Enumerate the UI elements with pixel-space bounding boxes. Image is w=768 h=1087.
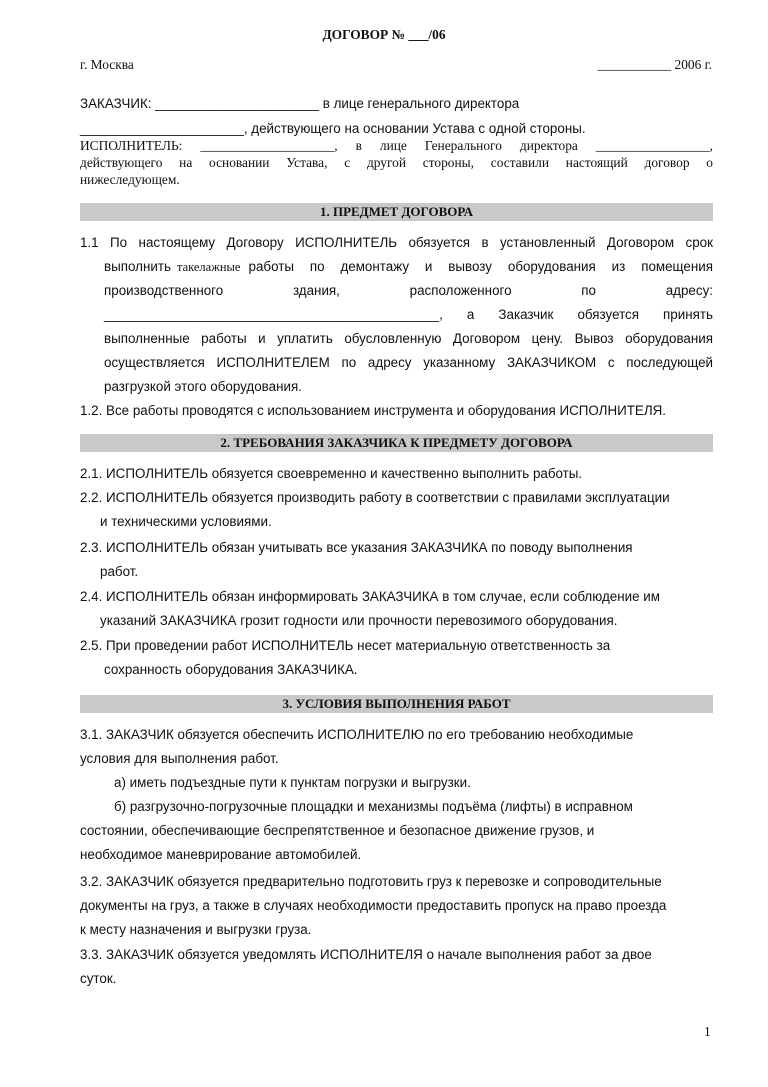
clause-line: и техническими условиями. — [100, 514, 272, 529]
clause-line: к месту назначения и выгрузки груза. — [80, 922, 312, 937]
clause-line: _____________________________________________, а Заказчик обязуется принять — [104, 307, 713, 322]
clause-line: 3.3. ЗАКАЗЧИК обязуется уведомлять ИСПОЛНИТЕЛЯ о начале выполнения работ за двое — [80, 947, 652, 962]
clause-text: работы по демонтажу и вывозу оборудования из помещения — [248, 259, 713, 274]
clause-line: выполненные работы и уплатить обусловленную Договором цену. Вывоз оборудования — [104, 331, 713, 346]
clause-line: 2.1. ИСПОЛНИТЕЛЬ обязуется своевременно и качественно выполнить работы. — [80, 466, 583, 481]
clause-line: 3.2. ЗАКАЗЧИК обязуется предварительно подготовить груз к перевозке и сопроводительные — [80, 874, 662, 889]
clause-line: указаний ЗАКАЗЧИКА грозит годности или прочности перевозимого оборудования. — [100, 613, 618, 628]
clause-line: осуществляется ИСПОЛНИТЕЛЕМ по адресу указанному ЗАКАЗЧИКОМ с последующей — [104, 355, 713, 370]
clause-line: условия для выполнения работ. — [80, 751, 279, 766]
preamble-line: ______________________, действующего на основании Устава с одной стороны. — [80, 121, 586, 136]
section-heading: 1. ПРЕДМЕТ ДОГОВОРА — [80, 203, 713, 221]
clause-line: 2.2. ИСПОЛНИТЕЛЬ обязуется производить работу в соответствии с правилами эксплуатации — [80, 490, 670, 505]
preamble-line: нижеследующем. — [80, 172, 180, 187]
clause-line: 2.5. При проведении работ ИСПОЛНИТЕЛЬ несет материальную ответственность за — [80, 638, 611, 653]
document-title: ДОГОВОР № ___/06 — [322, 27, 446, 42]
section-heading: 3. УСЛОВИЯ ВЫПОЛНЕНИЯ РАБОТ — [80, 695, 713, 713]
clause-line: суток. — [80, 971, 117, 986]
clause-line: документы на груз, а также в случаях необходимости предоставить пропуск на право проезда — [80, 898, 667, 913]
page-number: 1 — [704, 1024, 711, 1039]
preamble-line: ЗАКАЗЧИК: ______________________ в лице генерального директора — [80, 96, 520, 111]
clause-line: б) разгрузочно-погрузочные площадки и механизмы подъёма (лифты) в исправном — [114, 799, 633, 814]
clause-line: 1.1 По настоящему Договору ИСПОЛНИТЕЛЬ обязуется в установленный Договором срок — [80, 235, 713, 250]
city: г. Москва — [80, 57, 134, 72]
section-heading: 2. ТРЕБОВАНИЯ ЗАКАЗЧИКА К ПРЕДМЕТУ ДОГОВОРА — [80, 434, 713, 452]
date: ___________ 2006 г. — [597, 57, 712, 72]
clause-line — [104, 258, 713, 276]
clause-line: 2.4. ИСПОЛНИТЕЛЬ обязан информировать ЗАКАЗЧИКА в том случае, если соблюдение им — [80, 589, 660, 604]
clause-line: работ. — [100, 564, 139, 579]
clause-line: производственного здания, расположенного по адресу: — [104, 283, 713, 298]
clause-line: сохранность оборудования ЗАКАЗЧИКА. — [104, 662, 358, 677]
clause-line: состоянии, обеспечивающие беспрепятственное и безопасное движение грузов, и — [80, 823, 595, 838]
clause-line: 2.3. ИСПОЛНИТЕЛЬ обязан учитывать все указания ЗАКАЗЧИКА по поводу выполнения — [80, 540, 633, 555]
clause-text: выполнить — [104, 259, 171, 274]
clause-line: а) иметь подъездные пути к пунктам погрузки и выгрузки. — [114, 775, 471, 790]
preamble-line: ИСПОЛНИТЕЛЬ: ____________________, в лице Генерального директора _________________, — [80, 138, 713, 153]
clause-line: 1.2. Все работы проводятся с использованием инструмента и оборудования ИСПОЛНИТЕЛЯ. — [80, 403, 667, 418]
preamble-line: действующего на основании Устава, с другой стороны, составили настоящий договор о — [80, 155, 713, 170]
clause-text: такелажные — [176, 260, 241, 274]
clause-line: разгрузкой этого оборудования. — [104, 379, 302, 394]
clause-line: 3.1. ЗАКАЗЧИК обязуется обеспечить ИСПОЛНИТЕЛЮ по его требованию необходимые — [80, 727, 634, 742]
clause-line: необходимое маневрирование автомобилей. — [80, 847, 362, 862]
